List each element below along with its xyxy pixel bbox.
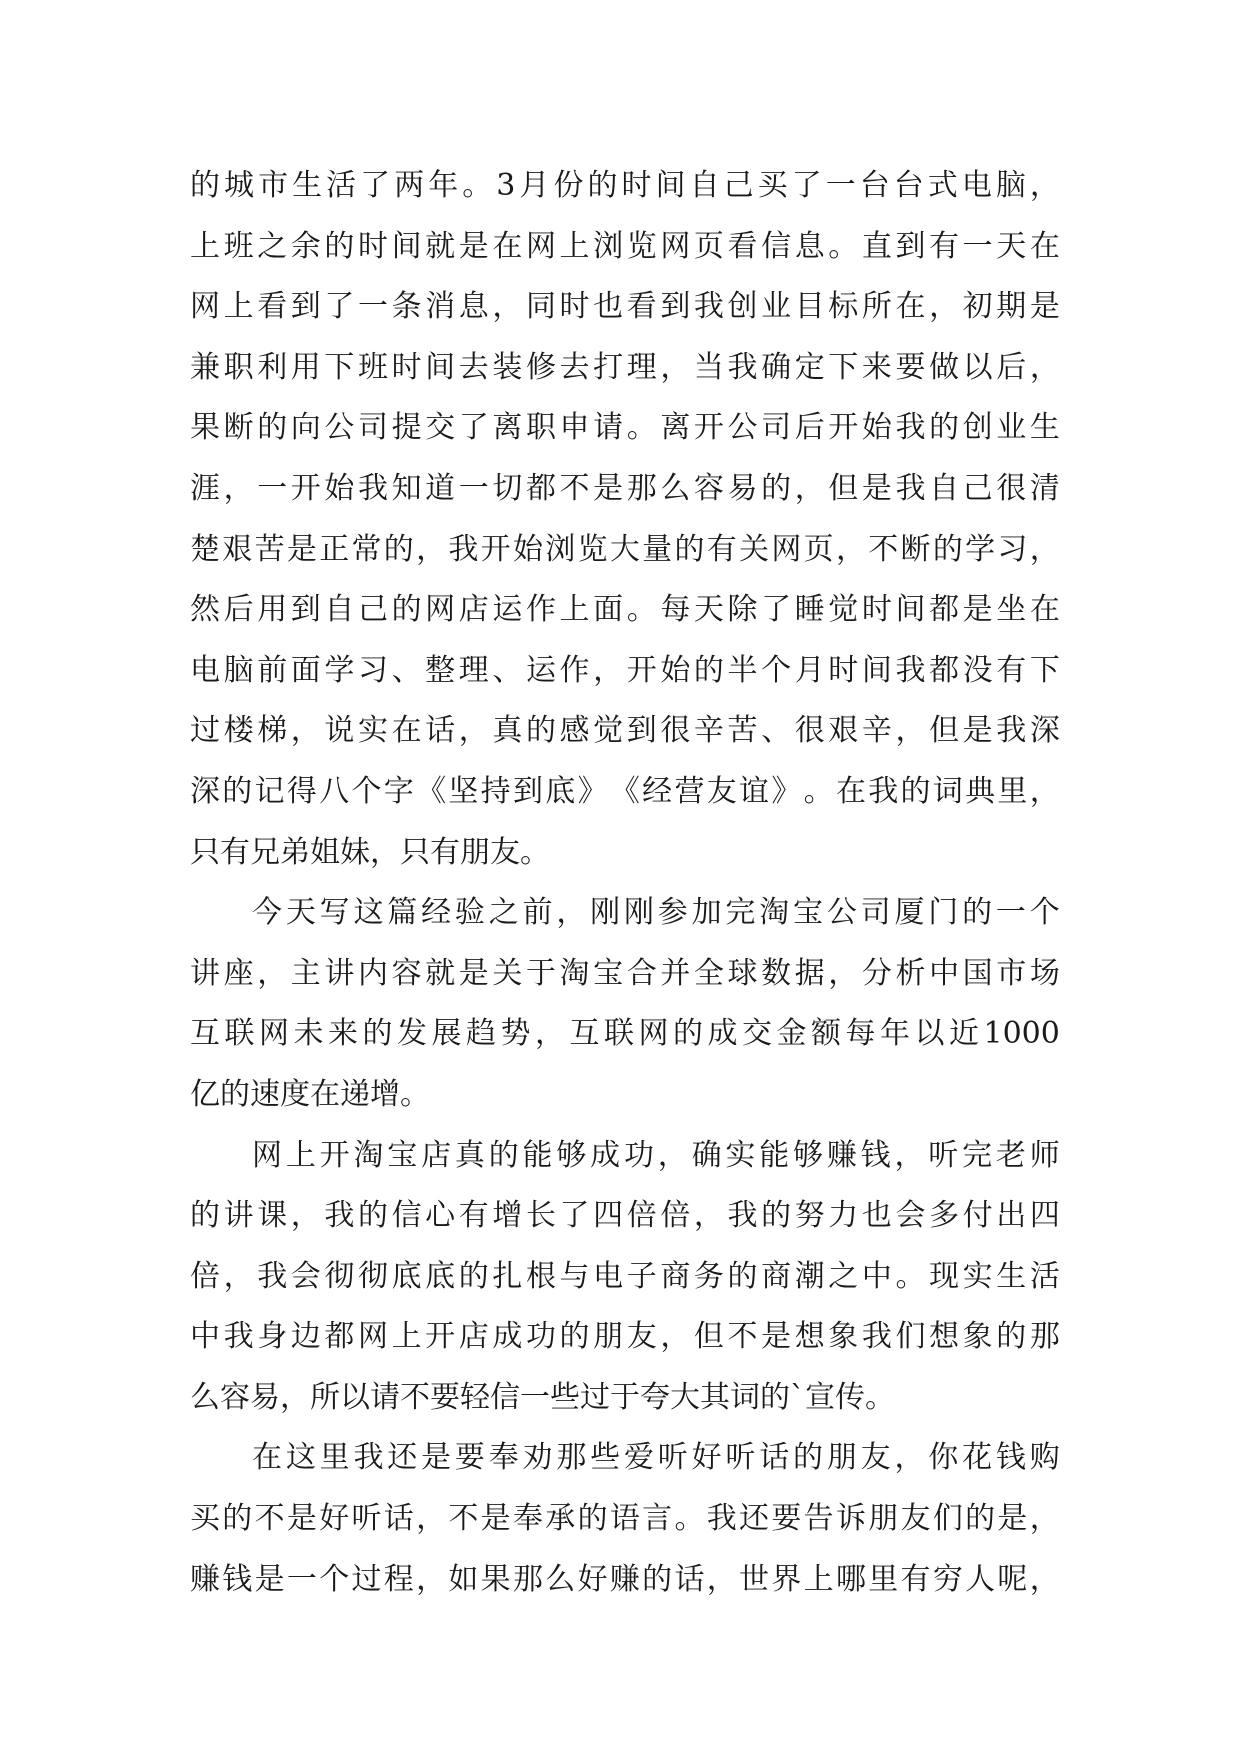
body-text bbox=[190, 156, 1060, 1610]
text-line: 上 班 之 余 的 时 间 就 是 在 网 上 浏 览 网 页 看 信 息 。 直 到 有 一 天 在 bbox=[190, 228, 1060, 264]
text-line: 互 联 网 未 来 的 发 展 趋 势 ， 互 联 网 的 成 交 金 额 每 年 以 近 1000 bbox=[190, 1016, 1060, 1052]
text-line: 的 讲 课 ， 我 的 信 心 有 增 长 了 四 倍 倍 ， 我 的 努 力 也 会 多 付 出 四 bbox=[190, 1198, 1060, 1234]
text-line: 今 天 写 这 篇 经 验 之 前 ， 刚 刚 参 加 完 淘 宝 公 司 厦 门 的 一 个 bbox=[252, 895, 1060, 931]
text-line: 倍 ， 我 会 彻 彻 底 底 的 扎 根 与 电 子 商 务 的 商 潮 之 中 。 现 实 生 活 bbox=[190, 1258, 1060, 1294]
text-line: 亿的速度在递增。 bbox=[190, 1076, 430, 1112]
text-line: 在 这 里 我 还 是 要 奉 劝 那 些 爱 听 好 听 话 的 朋 友 ， 你 花 钱 购 bbox=[252, 1440, 1060, 1476]
text-line: 电 脑 前 面 学 习 、 整 理 、 运 作 ， 开 始 的 半 个 月 时 间 我 都 没 有 下 bbox=[190, 652, 1060, 688]
text-line: 网 上 看 到 了 一 条 消 息 ， 同 时 也 看 到 我 创 业 目 标 所 在 ， 初 期 是 bbox=[190, 289, 1060, 325]
text-line: 的 城 市 生 活 了 两 年 。 3 月 份 的 时 间 自 己 买 了 一 台 台 式 电 脑 ， bbox=[190, 168, 1060, 203]
text-line: 网 上 开 淘 宝 店 真 的 能 够 成 功 ， 确 实 能 够 赚 钱 ， 听 完 老 师 bbox=[252, 1137, 1060, 1173]
text-line: 只有兄弟姐妹，只有朋友。 bbox=[190, 834, 550, 870]
text-line: 过 楼 梯 ， 说 实 在 话 ， 真 的 感 觉 到 很 辛 苦 、 很 艰 辛 ， 但 是 我 深 bbox=[190, 713, 1060, 749]
text-line: 么容易，所以请不要轻信一些过于夸大其词的`宣传。 bbox=[190, 1379, 895, 1415]
text-line: 讲 座 ， 主 讲 内 容 就 是 关 于 淘 宝 合 并 全 球 数 据 ， 分 析 中 国 市 场 bbox=[190, 955, 1060, 991]
text-line: 赚 钱 是 一 个 过 程 ， 如 果 那 么 好 赚 的 话 ， 世 界 上 哪 里 有 穷 人 呢 ， bbox=[190, 1561, 1060, 1597]
text-line: 楚 艰 苦 是 正 常 的 ， 我 开 始 浏 览 大 量 的 有 关 网 页 ， 不 断 的 学 习 ， bbox=[190, 531, 1060, 567]
text-line: 果 断 的 向 公 司 提 交 了 离 职 申 请 。 离 开 公 司 后 开 始 我 的 创 业 生 bbox=[190, 410, 1060, 446]
text-line: 买 的 不 是 好 听 话 ， 不 是 奉 承 的 语 言 。 我 还 要 告 诉 朋 友 们 的 是 ， bbox=[190, 1501, 1060, 1537]
text-line: 然 后 用 到 自 己 的 网 店 运 作 上 面 。 每 天 除 了 睡 觉 时 间 都 是 坐 在 bbox=[190, 592, 1060, 628]
text-line: 兼 职 利 用 下 班 时 间 去 装 修 去 打 理 ， 当 我 确 定 下 来 要 做 以 后 ， bbox=[190, 349, 1060, 385]
text-line: 涯 ， 一 开 始 我 知 道 一 切 都 不 是 那 么 容 易 的 ， 但 是 我 自 己 很 清 bbox=[190, 470, 1060, 506]
text-line: 中 我 身 边 都 网 上 开 店 成 功 的 朋 友 ， 但 不 是 想 象 我 们 想 象 的 那 bbox=[190, 1319, 1060, 1355]
text-line: 深 的 记 得 八 个 字 《 坚 持 到 底 》 《 经 营 友 谊 》 。 在 我 的 词 典 里 ， bbox=[190, 773, 1060, 809]
